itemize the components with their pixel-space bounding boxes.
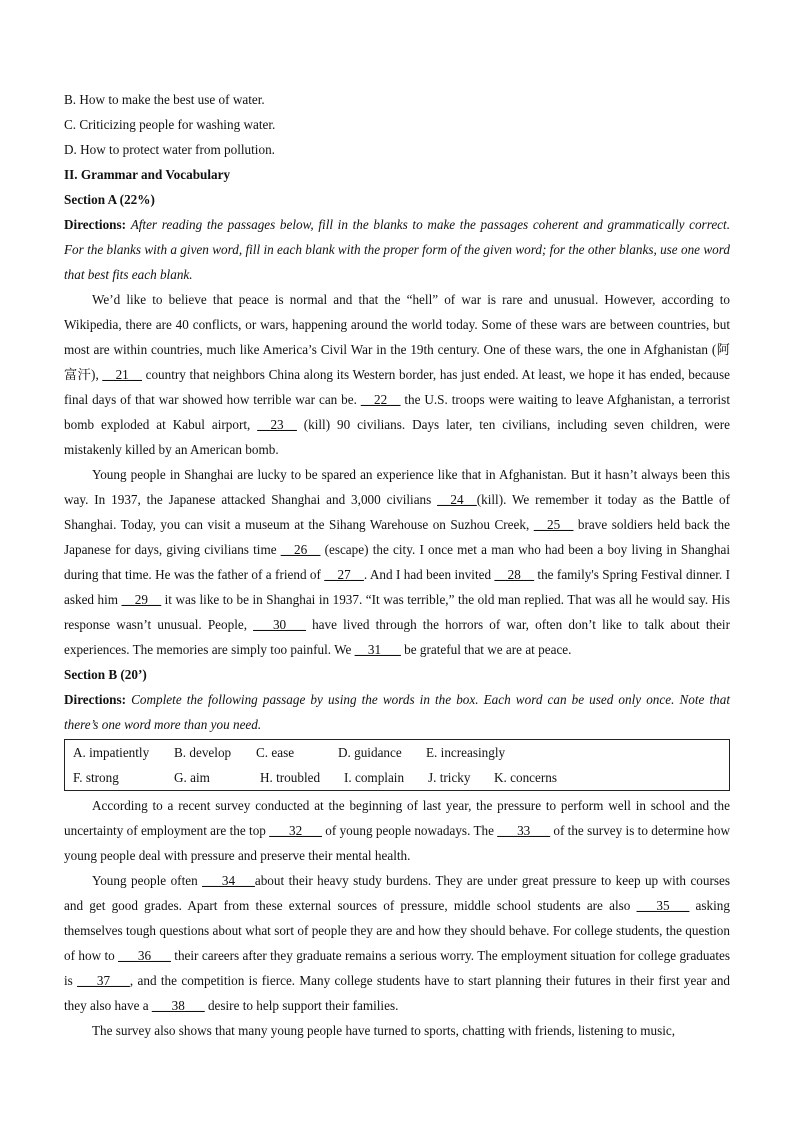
blank-34[interactable]: ___34___: [202, 873, 255, 888]
word-option: H. troubled: [260, 770, 321, 785]
option-d: D. How to protect water from pollution.: [64, 142, 275, 157]
directions-text: Complete the following passage by using the words in the box. Each word can be used only once. Note that there’s one word more than you need.: [64, 692, 730, 732]
word-option: B. develop: [174, 745, 232, 760]
blank-35[interactable]: ___35___: [636, 898, 690, 913]
document-page: [64, 87, 730, 1043]
blank-21[interactable]: __21__: [102, 367, 142, 382]
word-option: J. tricky: [428, 770, 471, 785]
word-box-row-1: [73, 740, 721, 765]
blank-27[interactable]: __27__: [324, 567, 364, 582]
word-option: E. increasingly: [426, 745, 506, 760]
word-option: A. impatiently: [73, 745, 150, 760]
blank-24[interactable]: __24__: [437, 492, 477, 507]
directions-text: After reading the passages below, fill in the blanks to make the passages coherent and grammatically correct. For the blanks with a given word, fill in each blank with the proper form of the given word; for the other blanks, use one word that best fits each blank.: [64, 217, 731, 282]
word-option: K. concerns: [494, 770, 557, 785]
blank-25[interactable]: __25__: [533, 517, 574, 532]
passage-b-paragraph-1: According to a recent survey conducted at the beginning of last year, the pressure to perform well in school and the uncertainty of employment are the top ___32___ of young people nowadays. The ___33___ of the survey is to determine how young people deal with pressure and preserve their mental health.: [64, 798, 731, 863]
blank-32[interactable]: ___32___: [269, 823, 322, 838]
section-b-directions: [64, 687, 730, 737]
blank-26[interactable]: __26__: [280, 542, 321, 557]
blank-31[interactable]: __31___: [354, 642, 401, 657]
blank-28[interactable]: __28__: [494, 567, 535, 582]
blank-23[interactable]: __23__: [257, 417, 297, 432]
passage-a-paragraph-1: We’d like to believe that peace is normal and that the “hell” of war is rare and unusual. However, according to Wikipedia, there are 40 conflicts, or wars, happening around the world today. Some of these wars are between countries, but most are within countries, much like America’s Civil War in the 19th century. One of these wars, the one in Afghanistan (阿富汗), __21__ country that neighbors China along its Western border, has just ended. At least, we hope it has ended, because final days of that war showed how terrible war can be. __22__ the U.S. troops were waiting to leave Afghanistan, a terrorist bomb exploded at Kabul airport, __23__ (kill) 90 civilians. Days later, ten civilians, including seven children, were mistakenly killed by an American bomb.: [64, 292, 730, 457]
directions-label: Directions:: [64, 217, 127, 232]
option-c: C. Criticizing people for washing water.: [64, 117, 276, 132]
blank-30[interactable]: ___30___: [253, 617, 306, 632]
blank-22[interactable]: __22__: [360, 392, 401, 407]
blank-37[interactable]: ___37___: [77, 973, 130, 988]
blank-38[interactable]: ___38___: [151, 998, 205, 1013]
blank-29[interactable]: __29__: [121, 592, 162, 607]
section-a-directions: [64, 212, 730, 287]
word-option: D. guidance: [338, 745, 402, 760]
section-a-title: Section A (22%): [64, 192, 155, 207]
option-b: B. How to make the best use of water.: [64, 92, 265, 107]
blank-36[interactable]: ___36___: [118, 948, 171, 963]
word-option: I. complain: [344, 770, 405, 785]
passage-b-paragraph-3: The survey also shows that many young people have turned to sports, chatting with friends, listening to music,: [92, 1023, 676, 1038]
word-box-row-2: [73, 765, 721, 790]
blank-33[interactable]: ___33___: [497, 823, 551, 838]
passage-a-paragraph-2: Young people in Shanghai are lucky to be spared an experience like that in Afghanistan. But it hasn’t always been this way. In 1937, the Japanese attacked Shanghai and 3,000 civilians __24__(kill). We remember it today as the Battle of Shanghai. Today, you can visit a museum at the Sihang Warehouse on Suzhou Creek, __25__ brave soldiers held back the Japanese for days, giving civilians time __26__ (escape) the city. I once met a man who had been a boy living in Shanghai during that time. He was the father of a friend of __27__. And I had been invited __28__ the family's Spring Festival dinner. I asked him __29__ it was like to be in Shanghai in 1937. “It was terrible,” the old man replied. That was all he would say. His response wasn’t unusual. People, ___30___ have lived through the horrors of war, often don’t like to talk about their experiences. The memories are simply too painful. We __31___ be grateful that we are at peace.: [64, 467, 731, 657]
word-option: G. aim: [174, 770, 210, 785]
directions-label: Directions:: [64, 692, 127, 707]
part-title: II. Grammar and Vocabulary: [64, 167, 231, 182]
word-option: C. ease: [256, 745, 295, 760]
passage-b-paragraph-2: Young people often ___34___about their heavy study burdens. They are under great pressure to keep up with courses and get good grades. Apart from these external sources of pressure, middle school students are also ___35___ asking themselves tough questions about what sort of people they are and how they should behave. For college students, the question of how to ___36___ their careers after they graduate remains a serious worry. The employment situation for college graduates is ___37___, and the competition is fierce. Many college students have to start planning their futures in their first year and they also have a ___38___ desire to help support their families.: [64, 873, 731, 1013]
word-option: F. strong: [73, 770, 119, 785]
word-box: [64, 739, 730, 791]
section-b-title: Section B (20’): [64, 667, 147, 682]
